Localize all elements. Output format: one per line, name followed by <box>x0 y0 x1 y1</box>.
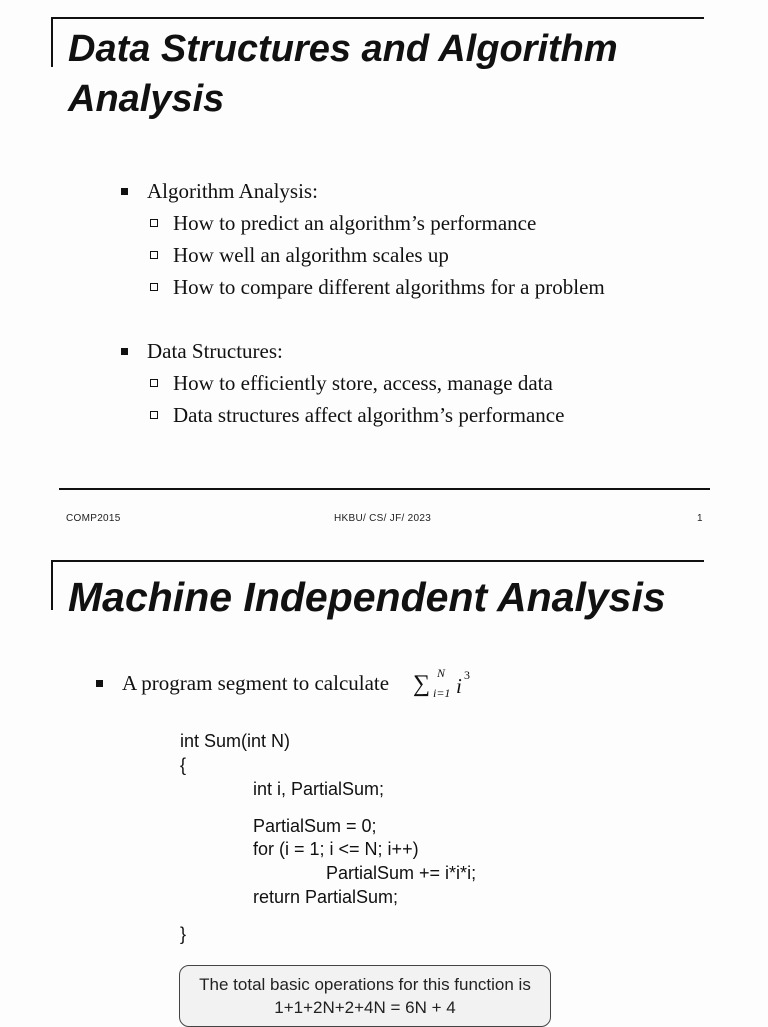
code-line-init: PartialSum = 0; <box>253 816 377 836</box>
bullet-label: A program segment to calculate <box>122 671 390 695</box>
sub-bullet-affect-performance <box>150 402 564 428</box>
bullet-label: Algorithm Analysis: <box>147 179 318 203</box>
slide-1-top-rule <box>51 17 704 19</box>
sub-bullet-label: How to predict an algorithm’s performance <box>173 211 537 235</box>
sum-upper-limit: N <box>437 666 446 680</box>
slide-2-top-rule <box>51 560 704 562</box>
slide-1-title <box>68 24 708 124</box>
filled-square-bullet-icon <box>121 348 128 355</box>
sub-bullet-compare-algorithms <box>150 274 605 300</box>
open-square-bullet-icon <box>150 219 158 227</box>
filled-square-bullet-icon <box>121 188 128 195</box>
bullet-label: Data Structures: <box>147 339 283 363</box>
code-line-signature: int Sum(int N) <box>180 731 291 751</box>
sum-formula <box>413 668 483 702</box>
summation-symbol: ∑ <box>413 671 431 697</box>
footer-course-code: COMP2015 <box>66 513 121 524</box>
operations-note-box <box>179 965 551 1027</box>
open-square-bullet-icon <box>150 411 158 419</box>
note-line-2: 1+1+2N+2+4N = 6N + 4 <box>274 998 456 1017</box>
code-line-for-loop: for (i = 1; i <= N; i++) <box>253 839 419 859</box>
slide-1-left-rule <box>51 17 53 67</box>
sub-bullet-label: How well an algorithm scales up <box>173 243 449 267</box>
note-line-1: The total basic operations for this function is <box>199 975 531 994</box>
sub-bullet-predict-performance <box>150 210 536 236</box>
sub-bullet-scales-up <box>150 242 449 268</box>
filled-square-bullet-icon <box>96 680 103 687</box>
footer-institution: HKBU/ CS/ JF/ 2023 <box>334 513 432 524</box>
sub-bullet-label: How to efficiently store, access, manage data <box>173 371 553 395</box>
sum-lower-limit: i=1 <box>433 686 451 700</box>
sub-bullet-label: Data structures affect algorithm’s performance <box>173 403 565 427</box>
bullet-data-structures <box>121 338 283 364</box>
sum-exponent: 3 <box>464 668 470 682</box>
code-line-declaration: int i, PartialSum; <box>253 779 385 799</box>
slide-1-title-line-2: Analysis <box>68 78 225 120</box>
sum-term: i <box>456 674 462 698</box>
code-line-accumulate: PartialSum += i*i*i; <box>326 863 477 883</box>
sub-bullet-store-access-manage <box>150 370 553 396</box>
open-square-bullet-icon <box>150 379 158 387</box>
slide-2-left-rule <box>51 560 53 610</box>
code-line-open-brace: { <box>180 755 187 775</box>
footer-page-number: 1 <box>697 513 703 524</box>
slide-1-footer-rule <box>59 488 710 490</box>
code-line-close-brace: } <box>180 924 187 944</box>
bullet-program-segment <box>96 670 389 696</box>
open-square-bullet-icon <box>150 251 158 259</box>
code-line-return: return PartialSum; <box>253 887 399 907</box>
sub-bullet-label: How to compare different algorithms for a problem <box>173 275 605 299</box>
open-square-bullet-icon <box>150 283 158 291</box>
slide-1-title-line-1: Data Structures and Algorithm <box>68 28 618 70</box>
bullet-algorithm-analysis <box>121 178 318 204</box>
slide-2-title: Machine Independent Analysis <box>68 574 666 620</box>
